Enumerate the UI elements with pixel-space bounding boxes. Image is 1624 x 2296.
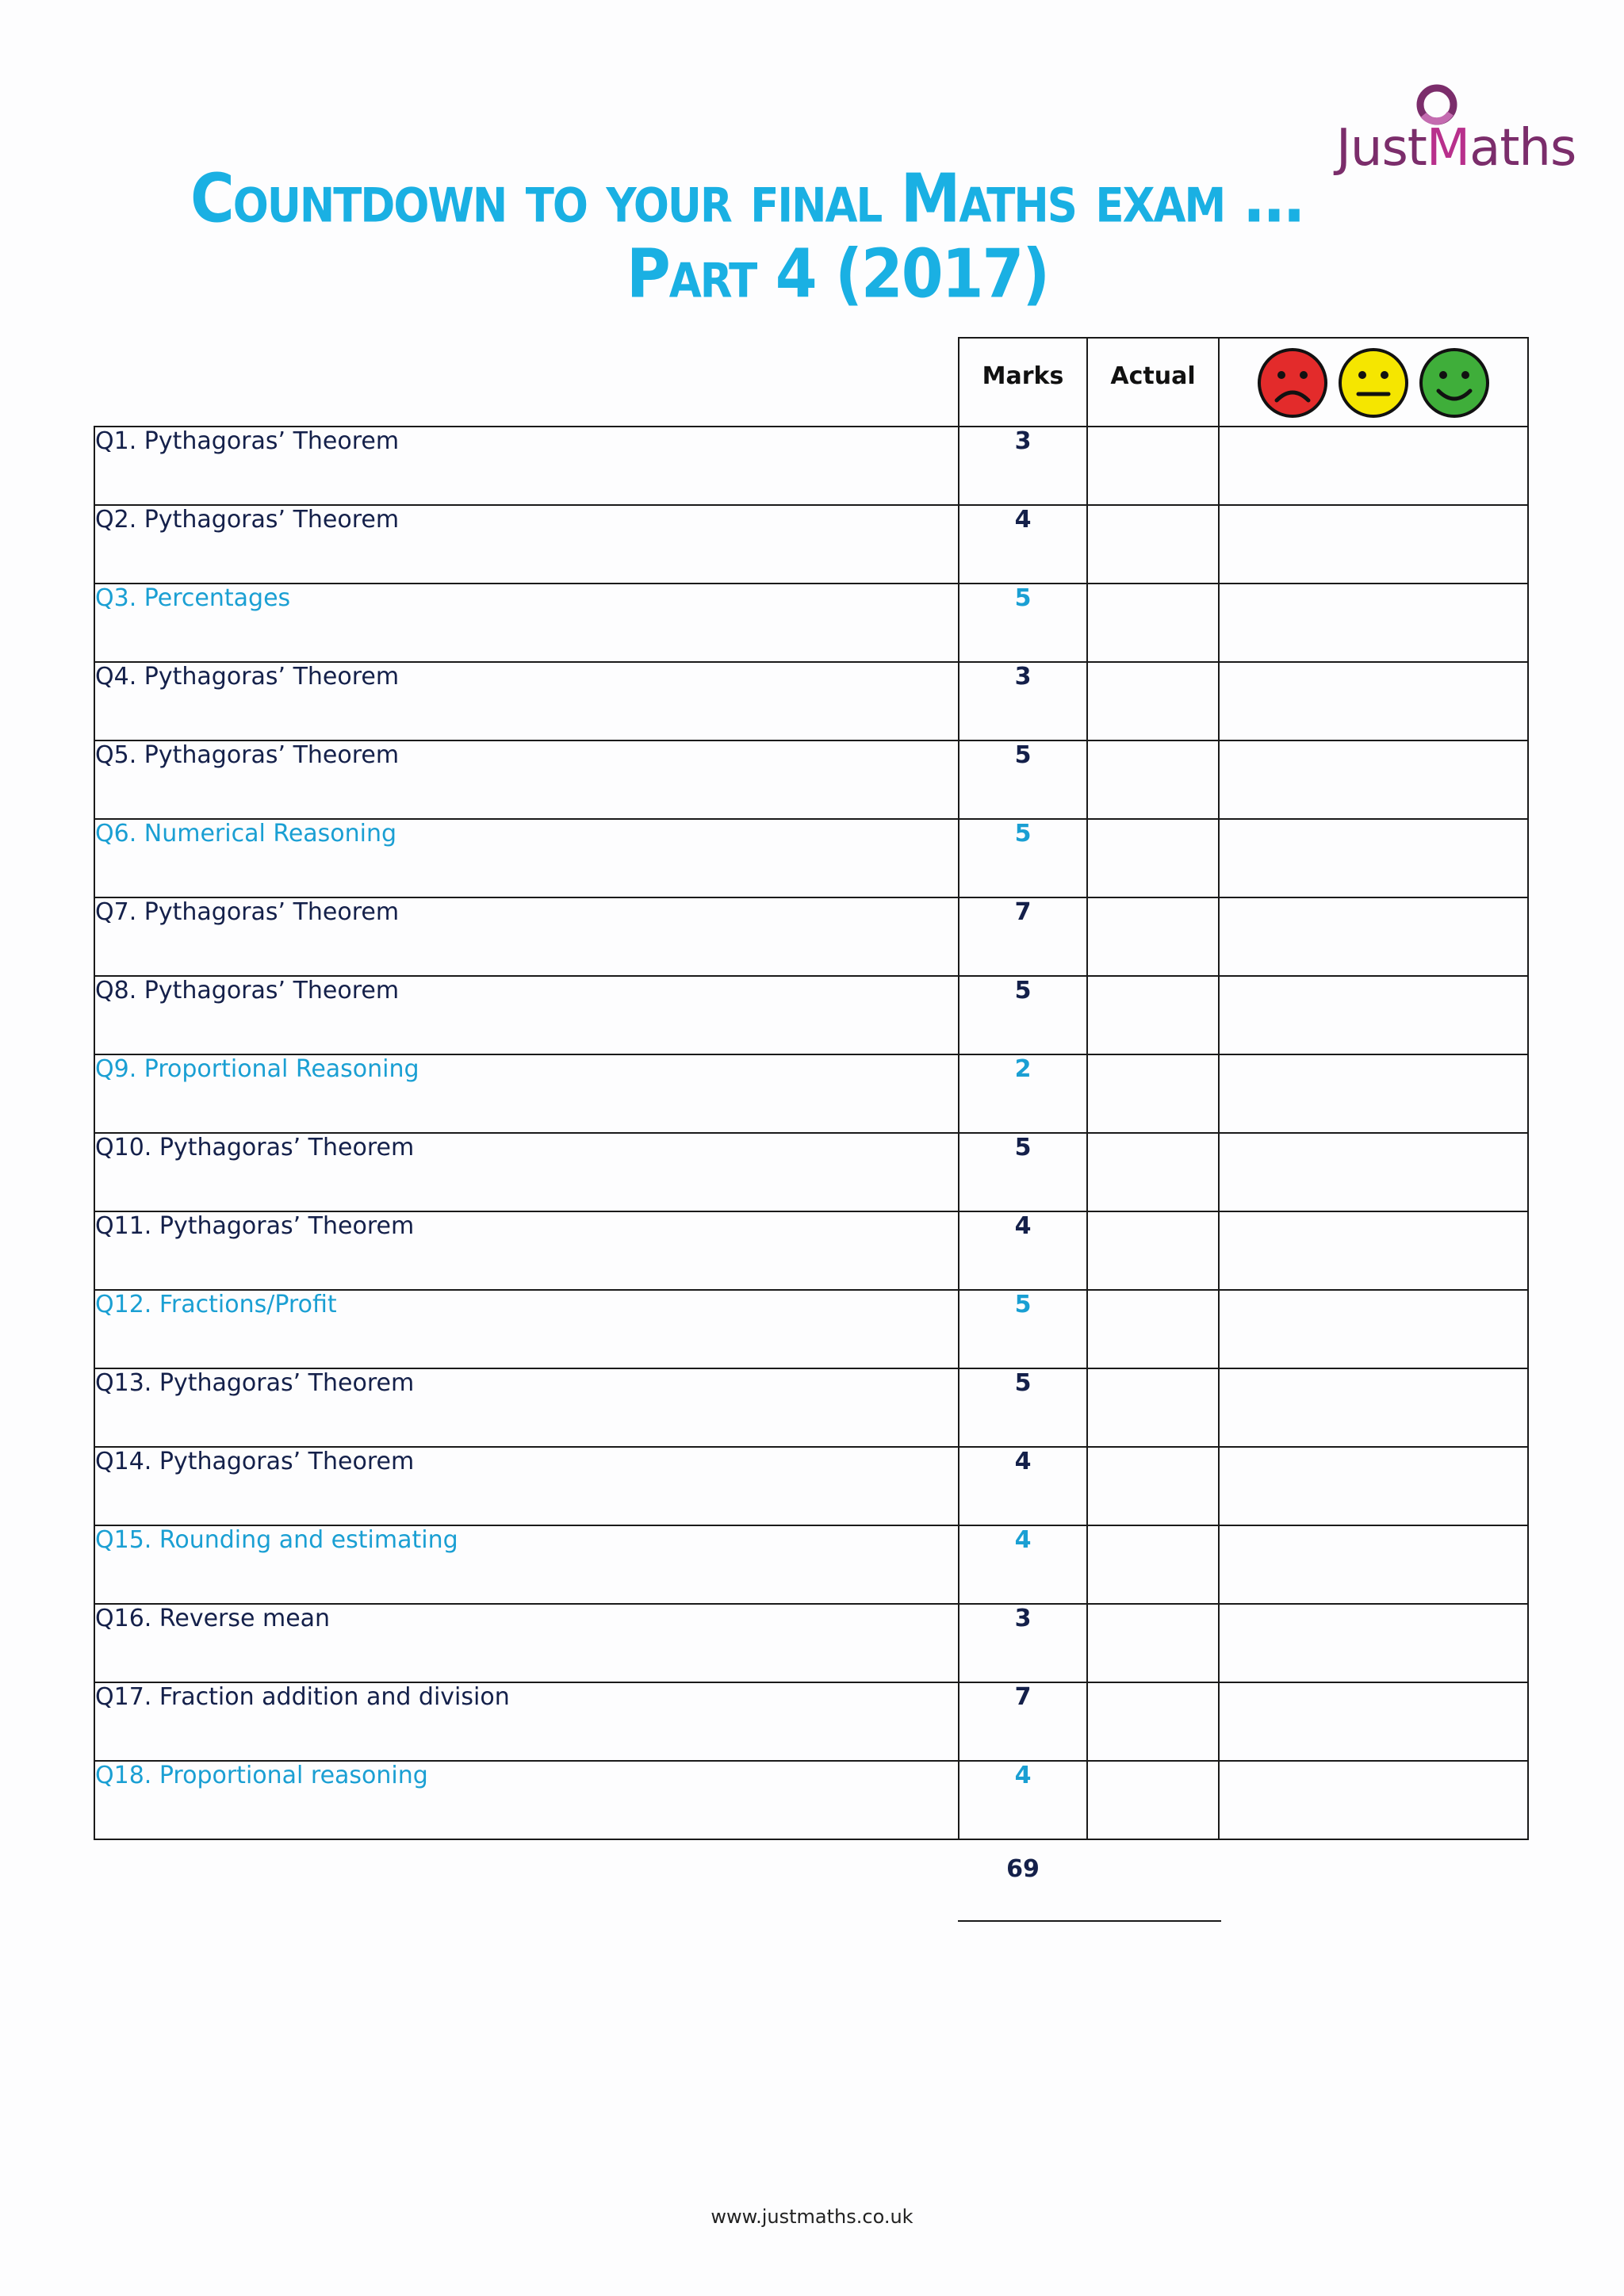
question-topic: Q7. Pythagoras’ Theorem [94, 897, 959, 976]
table-row [94, 505, 1528, 584]
table-row [94, 1447, 1528, 1525]
table-row [94, 1682, 1528, 1761]
question-topic: Q10. Pythagoras’ Theorem [94, 1133, 959, 1211]
table-row [94, 976, 1528, 1054]
question-marks: 5 [959, 1290, 1087, 1368]
confidence-cell[interactable] [1219, 740, 1528, 819]
question-topic: Q16. Reverse mean [94, 1604, 959, 1682]
question-topic: Q18. Proportional reasoning [94, 1761, 959, 1839]
actual-marks-cell[interactable] [1087, 1211, 1219, 1290]
table-header-row [94, 338, 1528, 427]
table-row [94, 740, 1528, 819]
confidence-cell[interactable] [1219, 1368, 1528, 1447]
question-topic: Q14. Pythagoras’ Theorem [94, 1447, 959, 1525]
header-marks: Marks [959, 338, 1087, 427]
table-row [94, 427, 1528, 505]
question-topic: Q5. Pythagoras’ Theorem [94, 740, 959, 819]
question-marks: 5 [959, 819, 1087, 897]
actual-marks-cell[interactable] [1087, 1525, 1219, 1604]
confidence-cell[interactable] [1219, 1211, 1528, 1290]
actual-marks-cell[interactable] [1087, 1133, 1219, 1211]
table-row [94, 1525, 1528, 1604]
question-marks: 5 [959, 740, 1087, 819]
actual-marks-cell[interactable] [1087, 1604, 1219, 1682]
question-topic: Q3. Percentages [94, 584, 959, 662]
table-row [94, 1290, 1528, 1368]
question-topic: Q12. Fractions/Profit [94, 1290, 959, 1368]
question-topic: Q6. Numerical Reasoning [94, 819, 959, 897]
question-marks: 5 [959, 976, 1087, 1054]
actual-marks-cell[interactable] [1087, 1447, 1219, 1525]
question-marks: 2 [959, 1054, 1087, 1133]
confidence-cell[interactable] [1219, 1290, 1528, 1368]
question-marks: 5 [959, 584, 1087, 662]
question-topic: Q15. Rounding and estimating [94, 1525, 959, 1604]
table-row [94, 1133, 1528, 1211]
question-marks: 4 [959, 1211, 1087, 1290]
header-actual: Actual [1087, 338, 1219, 427]
marks-table [94, 337, 1529, 1840]
actual-marks-cell[interactable] [1087, 897, 1219, 976]
actual-marks-cell[interactable] [1087, 1761, 1219, 1839]
actual-marks-cell[interactable] [1087, 819, 1219, 897]
question-marks: 7 [959, 1682, 1087, 1761]
header-blank-cell [94, 338, 959, 427]
table-row [94, 1604, 1528, 1682]
actual-marks-cell[interactable] [1087, 976, 1219, 1054]
table-row [94, 1368, 1528, 1447]
confidence-cell[interactable] [1219, 1682, 1528, 1761]
actual-marks-cell[interactable] [1087, 427, 1219, 505]
actual-marks-cell[interactable] [1087, 505, 1219, 584]
marks-table-body [94, 427, 1528, 1839]
confidence-cell[interactable] [1219, 584, 1528, 662]
confidence-cell[interactable] [1219, 427, 1528, 505]
actual-marks-cell[interactable] [1087, 1054, 1219, 1133]
question-marks: 3 [959, 662, 1087, 740]
question-marks: 5 [959, 1133, 1087, 1211]
page-title-line1: Countdown to your final Maths exam … [190, 159, 1303, 238]
question-marks: 3 [959, 1604, 1087, 1682]
question-marks: 4 [959, 1761, 1087, 1839]
question-topic: Q9. Proportional Reasoning [94, 1054, 959, 1133]
confidence-cell[interactable] [1219, 819, 1528, 897]
page-title-line2: Part 4 (2017) [626, 234, 1049, 313]
question-topic: Q1. Pythagoras’ Theorem [94, 427, 959, 505]
question-topic: Q2. Pythagoras’ Theorem [94, 505, 959, 584]
confidence-cell[interactable] [1219, 662, 1528, 740]
table-row [94, 1211, 1528, 1290]
question-marks: 3 [959, 427, 1087, 505]
question-topic: Q17. Fraction addition and division [94, 1682, 959, 1761]
actual-marks-cell[interactable] [1087, 1368, 1219, 1447]
confidence-cell[interactable] [1219, 1604, 1528, 1682]
footer-url: www.justmaths.co.uk [710, 2206, 914, 2228]
question-topic: Q11. Pythagoras’ Theorem [94, 1211, 959, 1290]
neutral-face-icon [1337, 346, 1410, 419]
question-topic: Q4. Pythagoras’ Theorem [94, 662, 959, 740]
actual-marks-cell[interactable] [1087, 1682, 1219, 1761]
question-marks: 4 [959, 505, 1087, 584]
sad-face-icon [1256, 346, 1329, 419]
table-row [94, 819, 1528, 897]
table-row [94, 897, 1528, 976]
confidence-cell[interactable] [1219, 1525, 1528, 1604]
table-row [94, 584, 1528, 662]
logo-text: JustMaths [1336, 119, 1576, 178]
question-marks: 5 [959, 1368, 1087, 1447]
question-marks: 4 [959, 1525, 1087, 1604]
table-row [94, 1761, 1528, 1839]
total-underline [958, 1920, 1221, 1922]
confidence-cell[interactable] [1219, 897, 1528, 976]
confidence-cell[interactable] [1219, 1054, 1528, 1133]
confidence-cell[interactable] [1219, 1133, 1528, 1211]
actual-marks-cell[interactable] [1087, 740, 1219, 819]
table-row [94, 1054, 1528, 1133]
confidence-cell[interactable] [1219, 1447, 1528, 1525]
total-marks: 69 [1006, 1855, 1040, 1883]
question-topic: Q13. Pythagoras’ Theorem [94, 1368, 959, 1447]
question-marks: 4 [959, 1447, 1087, 1525]
table-row [94, 662, 1528, 740]
confidence-cell[interactable] [1219, 976, 1528, 1054]
confidence-cell[interactable] [1219, 1761, 1528, 1839]
confidence-cell[interactable] [1219, 505, 1528, 584]
question-marks: 7 [959, 897, 1087, 976]
header-faces [1219, 338, 1528, 427]
question-topic: Q8. Pythagoras’ Theorem [94, 976, 959, 1054]
actual-marks-cell[interactable] [1087, 1290, 1219, 1368]
happy-face-icon [1418, 346, 1491, 419]
actual-marks-cell[interactable] [1087, 662, 1219, 740]
actual-marks-cell[interactable] [1087, 584, 1219, 662]
